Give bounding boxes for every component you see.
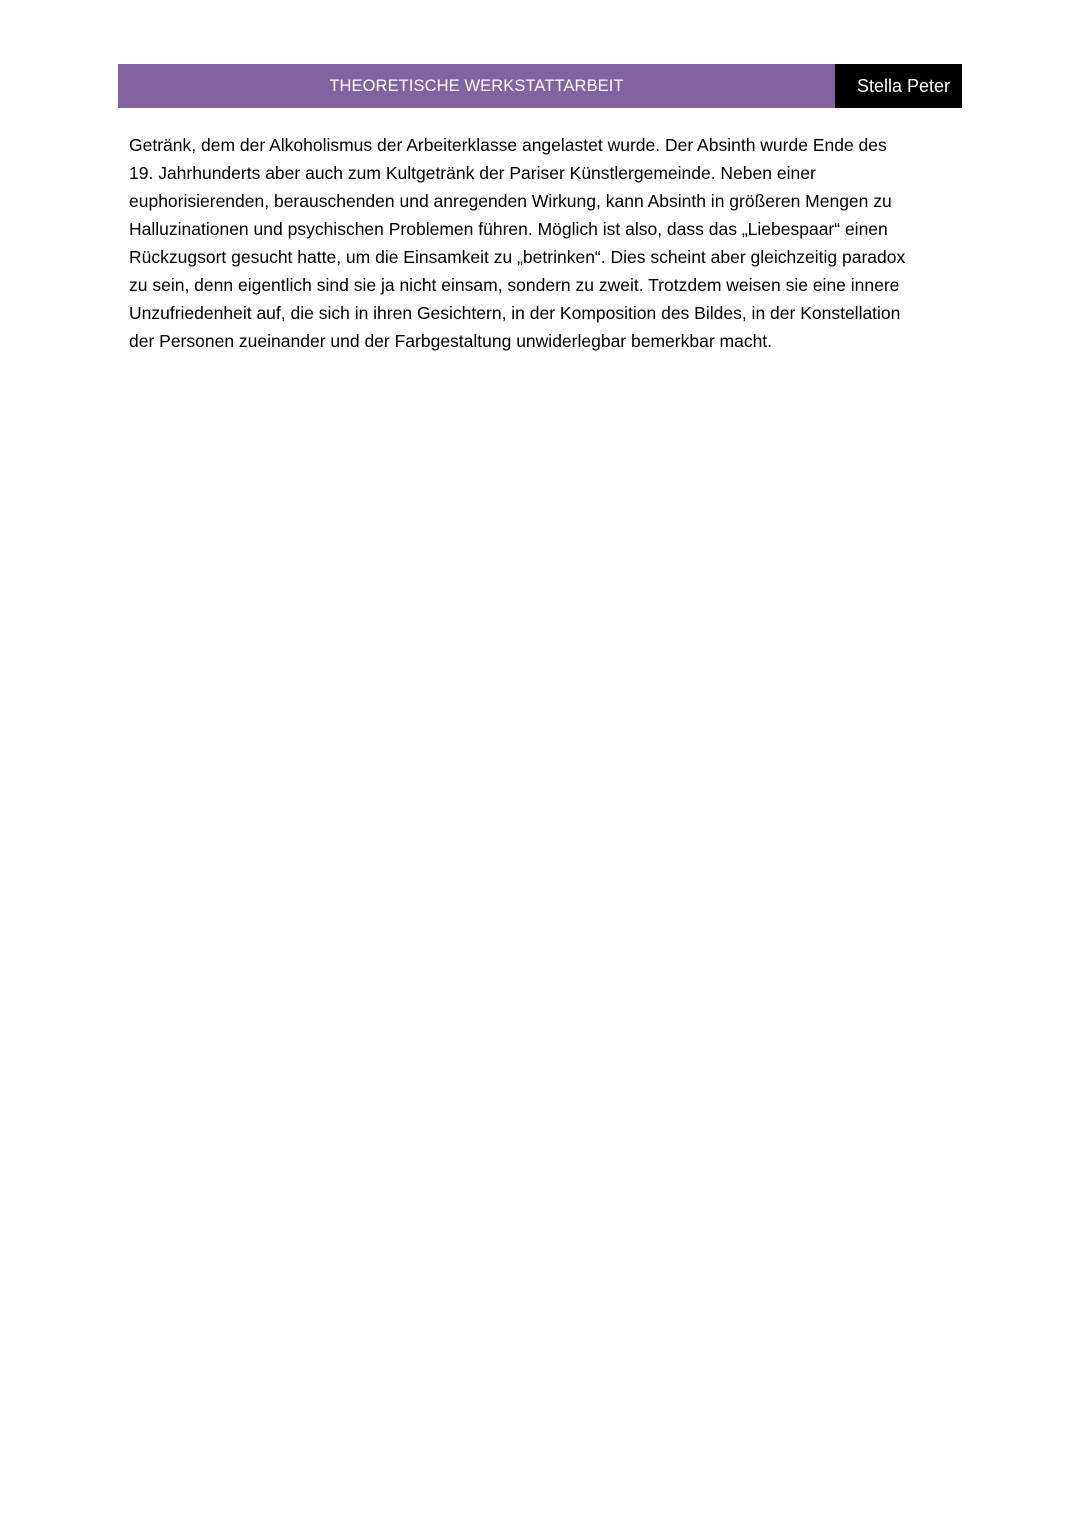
body-line: zu sein, denn eigentlich sind sie ja nicht einsam, sondern zu zweit. Trotzdem weisen sie eine innere [129,275,900,295]
page-header [118,64,962,108]
body-line: 19. Jahrhunderts aber auch zum Kultgetränk der Pariser Künstlergemeinde. Neben einer [129,163,816,183]
body-line: Rückzugsort gesucht hatte, um die Einsamkeit zu „betrinken“. Dies scheint aber gleichzeitig paradox [129,247,906,267]
body-line: euphorisierenden, berauschenden und anregenden Wirkung, kann Absinth in größeren Mengen zu [129,191,892,211]
header-author-box [835,64,962,108]
body-paragraph [129,131,959,355]
body-line: Unzufriedenheit auf, die sich in ihren Gesichtern, in der Komposition des Bildes, in der Konstellation [129,303,901,323]
header-author: Stella Peter [856,75,950,96]
header-title: THEORETISCHE WERKSTATTARBEIT [329,76,624,95]
body-line: Getränk, dem der Alkoholismus der Arbeiterklasse angelastet wurde. Der Absinth wurde Ende des [129,135,887,155]
body-line: der Personen zueinander und der Farbgestaltung unwiderlegbar bemerkbar macht. [129,331,773,351]
header-title-box [118,64,835,108]
body-line: Halluzinationen und psychischen Problemen führen. Möglich ist also, dass das „Liebespaar“ einen [129,219,888,239]
